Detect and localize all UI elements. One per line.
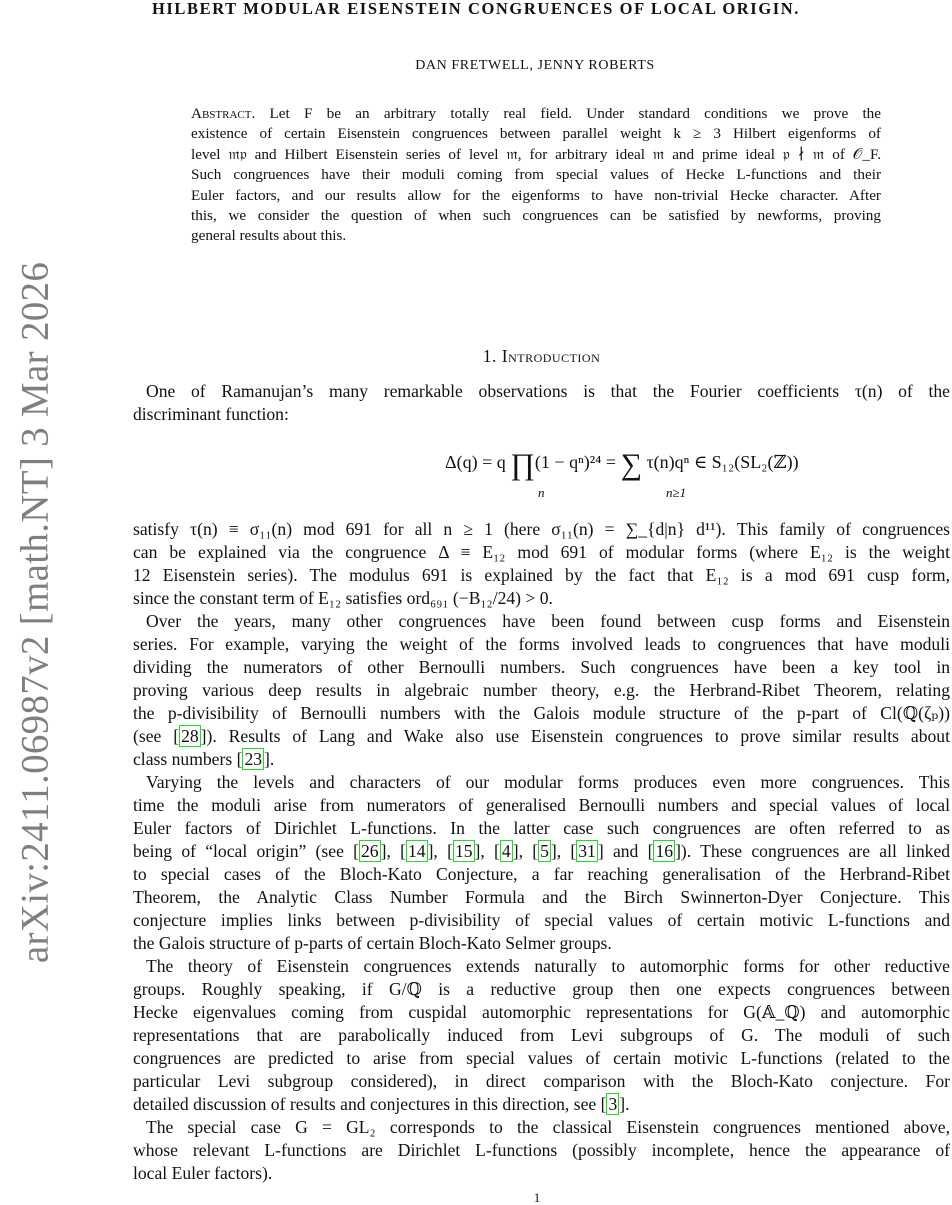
abstract-line: general results about this.: [191, 227, 347, 245]
citation-link[interactable]: 31: [578, 841, 596, 861]
display-equation: [133, 443, 950, 509]
abstract-line: Euler factors, and our results allow for the eigenforms to have non-trivial Hecke character. After: [191, 186, 881, 204]
text-line: local Euler factors).: [133, 1163, 273, 1183]
text-line: the p-divisibility of Bernoulli numbers with the Galois module structure of the p-part of Cl(ℚ(ζₚ)): [133, 703, 950, 723]
text-line: since the constant term of E₁₂ satisfies ord₆₉₁ (−B₁₂/24) > 0.: [133, 588, 553, 608]
text-line: The theory of Eisenstein congruences extends naturally to automorphic forms for other reductive: [146, 956, 950, 976]
citation-link[interactable]: 23: [244, 749, 263, 769]
product-symbol: ∏: [510, 448, 535, 481]
paper-title: HILBERT MODULAR EISENSTEIN CONGRUENCES OF LOCAL ORIGIN.: [151, 0, 801, 18]
section-heading: [133, 346, 950, 367]
eq-lhs: Δ(q) = q: [445, 452, 506, 472]
text-line: congruences are predicted to arise from special values of certain motivic L-functions (related to the: [133, 1048, 950, 1068]
text-line: particular Levi subgroup considered), in direct comparison with the Bloch-Kato conjecture. For: [133, 1071, 950, 1091]
citation-link[interactable]: 28: [181, 726, 199, 746]
text-line: proving various deep results in algebraic number theory, e.g. the Herbrand-Ribet Theorem, relating: [133, 680, 950, 700]
text-line: One of Ramanujan’s many remarkable observations is that the Fourier coefficients τ(n) of the: [146, 381, 950, 401]
text-line: time the moduli arise from numerators of generalised Bernoulli numbers and special values of local: [133, 795, 950, 815]
body-paragraphs: [133, 610, 950, 1185]
section-title: 1. Introduction: [482, 346, 601, 366]
abstract: [191, 104, 881, 247]
text-line: Varying the levels and characters of our modular forms produces even more congruences. This: [146, 772, 950, 792]
text-line: the Galois structure of p-parts of certain Bloch-Kato Selmer groups.: [133, 933, 612, 953]
text-line: representations that are parabolically induced from Levi subgroups of G. The moduli of such: [133, 1025, 950, 1045]
page-number: 1: [533, 1190, 541, 1205]
abstract-line: this, we consider the question of when such congruences can be satisfied by newforms, proving: [191, 206, 881, 224]
text-line: conjecture implies links between p-divisibility of special values of certain motivic L-functions and: [133, 910, 950, 930]
sum-subscript: n≥1: [666, 485, 687, 500]
abstract-label: Abstract.: [191, 105, 256, 122]
citation-link[interactable]: 5: [540, 841, 549, 861]
citation-link[interactable]: 16: [655, 841, 674, 861]
abstract-line: level 𝔪𝔭 and Hilbert Eisenstein series of level 𝔪, for arbitrary ideal 𝔪 and prime ideal 𝔭 ∤ 𝔪 of 𝒪_F.: [191, 145, 881, 163]
text-line: (see [ 28 ]). Results of Lang and Wake also use Eisenstein congruences to prove similar results about: [133, 726, 950, 746]
abstract-line: Abstract. Let F be an arbitrary totally real field. Under standard conditions we prove the: [191, 105, 881, 122]
prod-subscript: n: [538, 485, 545, 500]
citation-link[interactable]: 15: [454, 841, 473, 861]
text-line: Hecke eigenvalues coming from cuspidal automorphic representations for G(𝔸_ℚ) and automorphic: [133, 1002, 950, 1022]
text-line: can be explained via the congruence Δ ≡ E₁₂ mod 691 of modular forms (where E₁₂ is the weight: [133, 542, 950, 562]
text-line: to special cases of the Bloch-Kato Conjecture, a far reaching generalisation of the Herbrand-Ribet: [133, 864, 950, 884]
text-line: groups. Roughly speaking, if G/ℚ is a reductive group then one expects congruences between: [133, 979, 950, 999]
text-line: The special case G = GL₂ corresponds to the classical Eisenstein congruences mentioned above,: [146, 1117, 950, 1137]
text-line: Euler factors of Dirichlet L-functions. In the latter case such congruences are often referred to as: [133, 818, 950, 838]
paragraph-after-equation: [133, 518, 950, 610]
citation-link[interactable]: 14: [407, 841, 426, 861]
citation-link[interactable]: 26: [361, 841, 379, 861]
text-line: whose relevant L-functions are Dirichlet L-functions (possibly incomplete, hence the appearance of: [133, 1140, 950, 1160]
citation-link[interactable]: 3: [608, 1094, 618, 1114]
text-line: being of “local origin” (see [ 26 ], [ 14 ], [ 15 ], [ 4 ], [ 5 ], [ 31 ] and [ 16 ]). These congruences are all linked: [133, 841, 951, 861]
text-line: 12 Eisenstein series). The modulus 691 is explained by the fact that E₁₂ is a mod 691 cusp form,: [133, 565, 950, 585]
intro-paragraph: [133, 380, 950, 426]
text-line: dividing the numerators of other Bernoulli numbers. Such congruences have been a key tool in: [133, 657, 950, 677]
arxiv-stamp: arXiv:2411.06987v2 [math.NT] 3 Mar 2026: [13, 261, 57, 964]
abstract-line: existence of certain Eisenstein congruences between parallel weight k ≥ 3 Hilbert eigenforms of: [191, 125, 881, 143]
text-line: Theorem, the Analytic Class Number Formula and the Birch Swinnerton-Dyer Conjecture. This: [133, 887, 950, 907]
text-line: class numbers [ 23 ].: [133, 749, 275, 769]
text-line: detailed discussion of results and conjectures in this direction, see [ 3 ].: [133, 1094, 630, 1114]
eq-mid: (1 − qⁿ)²⁴ =: [534, 452, 617, 472]
abstract-line: Such congruences have their moduli coming from special values of Hecke L-functions and their: [191, 166, 881, 184]
text-line: Over the years, many other congruences have been found between cusp forms and Eisenstein: [146, 611, 950, 631]
eq-rhs: τ(n)qⁿ ∈ S₁₂(SL₂(ℤ)): [646, 452, 799, 472]
text-line: satisfy τ(n) ≡ σ₁₁(n) mod 691 for all n ≥ 1 (here σ₁₁(n) = ∑_{d|n} d¹¹). This family of congruences: [133, 519, 950, 539]
citation-link[interactable]: 4: [501, 841, 511, 861]
text-line: series. For example, varying the weight of the forms involved leads to congruences that have moduli: [133, 634, 950, 654]
text-line: discriminant function:: [133, 404, 289, 424]
authors: DAN FRETWELL, JENNY ROBERTS: [415, 58, 655, 73]
sum-symbol: ∑: [620, 448, 642, 481]
